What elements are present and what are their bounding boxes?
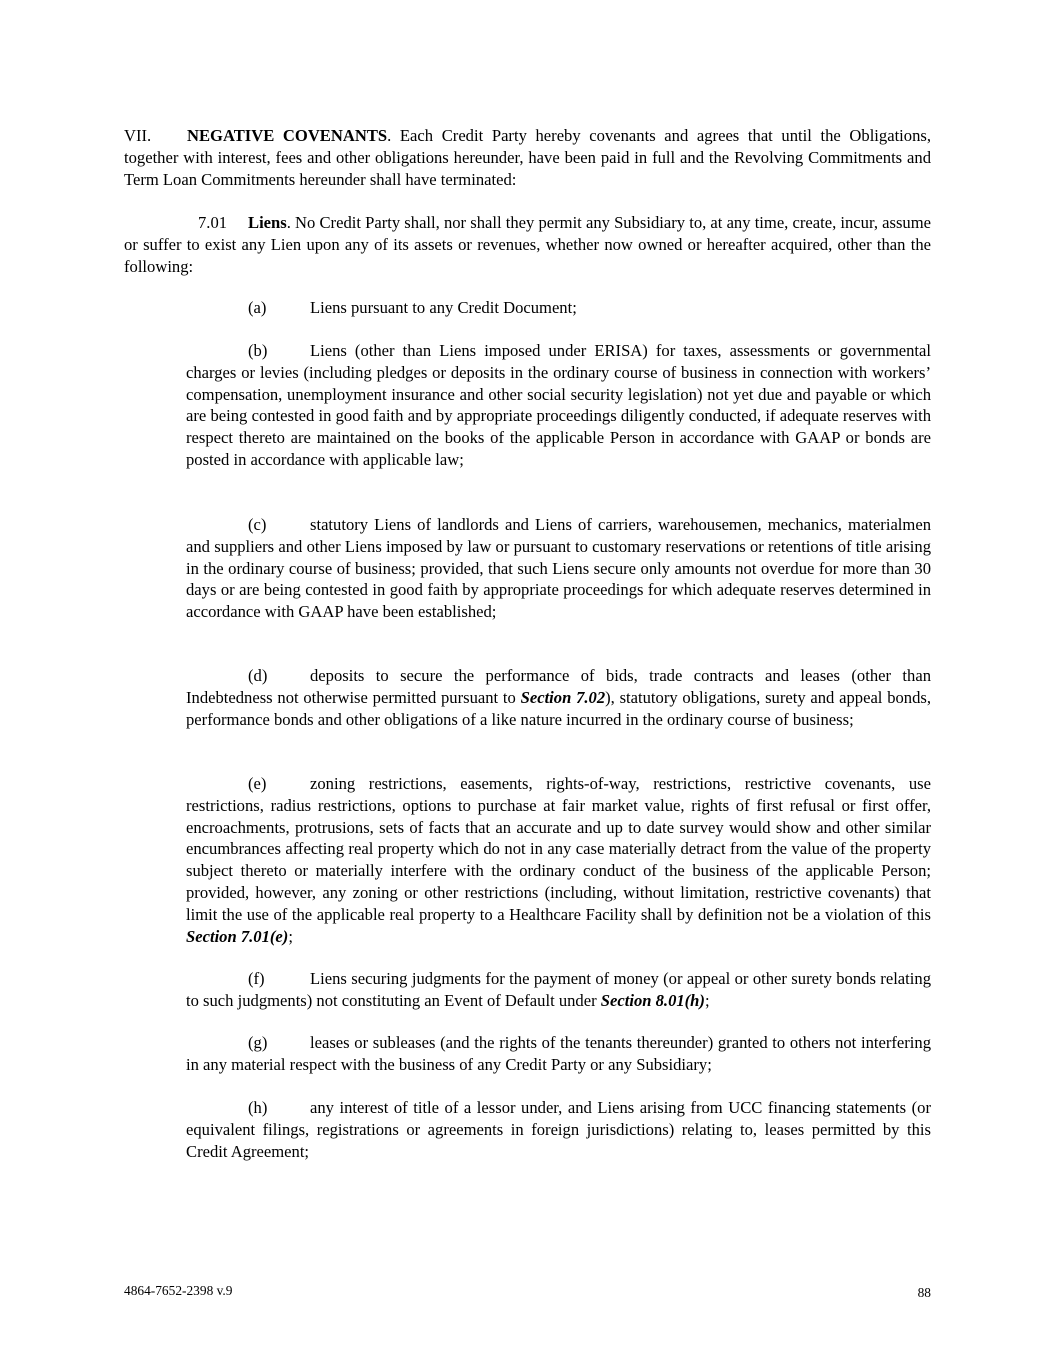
clause-text-continued: ; [704, 990, 710, 1010]
clause-c [186, 514, 931, 623]
clause-label: (e) [248, 774, 267, 793]
clause-label: (g) [248, 1033, 268, 1052]
article-heading-paragraph [124, 125, 931, 190]
clause-text: leases or subleases (and the rights of the tenants thereunder) granted to others not interfering in any material respect with the business of any Credit Party or any Subsidiary; [186, 1033, 931, 1074]
clause-text: zoning restrictions, easements, rights-of-way, restrictions, restrictive covenants, use restrictions, radius restrictions, options to purchase at fair market value, rights of first refusal or first offer, encroachments, protrusions, sets of facts that an accurate and up to date survey would show and other similar encumbrances affecting real property which do not in any case materially detract from the value of the property subject thereto or materially interfere with the ordinary conduct of the business of the applicable Person; provided, however, any zoning or other restrictions (including, without limitation, restrictive covenants) that limit the use of the applicable real property to a Healthcare Facility shall by definition not be a violation of this [186, 774, 931, 924]
section-reference: Section 7.01(e) [186, 926, 289, 946]
section-number: 7.01 [198, 213, 228, 232]
section-title: Liens [248, 213, 287, 232]
article-text: . Each Credit Party hereby covenants and agrees that until the Obligations, together with interest, fees and other obligations hereunder, have been paid in full and the Revolving Commitments and Term Loan Commitments hereunder shall have terminated: [124, 126, 931, 189]
section-reference: Section 8.01(h) [600, 990, 705, 1010]
clause-text-continued: ), statutory obligations, surety and appeal bonds, performance bonds and other obligations of a like nature incurred in the ordinary course of business; [186, 687, 931, 729]
clause-label: (f) [248, 969, 265, 988]
clause-label: (a) [248, 298, 267, 317]
clause-d [186, 665, 931, 730]
clause-text: statutory Liens of landlords and Liens of carriers, warehousemen, mechanics, materialmen and suppliers and other Liens imposed by law or pursuant to customary reservations or retentions of title arising in the ordinary course of business; provided, that such Liens secure only amounts not overdue for more than 30 days or are being contested in good faith by appropriate proceedings for which adequate reserves determined in accordance with GAAP have been established; [186, 515, 931, 622]
clause-text: Liens (other than Liens imposed under ERISA) for taxes, assessments or governmental charges or levies (including pledges or deposits in the ordinary course of business in connection with workers’ compensation, unemployment insurance and other social security legislation) not yet due and payable or which are being contested in good faith and by appropriate proceedings diligently conducted, if adequate reserves with respect thereto are maintained on the books of the applicable Person in accordance with GAAP or bonds are posted in accordance with applicable law; [186, 341, 931, 469]
clause-label: (c) [248, 515, 267, 534]
clause-f [186, 968, 931, 1012]
footer-document-id: 4864-7652-2398 v.9 [124, 1283, 233, 1298]
article-title: NEGATIVE COVENANTS [187, 126, 388, 145]
clause-b [186, 340, 931, 471]
clause-h [186, 1097, 931, 1162]
clause-label: (b) [248, 341, 268, 360]
clause-label: (h) [248, 1098, 268, 1117]
clause-text: Liens securing judgments for the payment of money (or appeal or other surety bonds relating to such judgments) not constituting an Event of Default under [186, 969, 931, 1010]
clause-g [186, 1032, 931, 1076]
footer-page-number: 88 [917, 1285, 931, 1300]
clause-text-continued: ; [288, 926, 293, 946]
clause-a [186, 297, 931, 319]
clause-label: (d) [248, 666, 268, 685]
clause-text: any interest of title of a lessor under, and Liens arising from UCC financing statements (or equivalent filings, registrations or agreements in foreign jurisdictions) relating to, leases permitted by this Credit Agreement; [186, 1098, 931, 1161]
section-paragraph [124, 212, 931, 277]
clause-text: deposits to secure the performance of bids, trade contracts and leases (other than Indebtedness not otherwise permitted pursuant to [186, 666, 931, 707]
section-text: . No Credit Party shall, nor shall they permit any Subsidiary to, at any time, create, incur, assume or suffer to exist any Lien upon any of its assets or revenues, whether now owned or hereafter acquired, other than the following: [124, 213, 931, 276]
clause-e [186, 773, 931, 947]
section-reference: Section 7.02 [520, 687, 606, 707]
article-number: VII. [124, 126, 152, 145]
clause-text: Liens pursuant to any Credit Document; [310, 298, 577, 317]
